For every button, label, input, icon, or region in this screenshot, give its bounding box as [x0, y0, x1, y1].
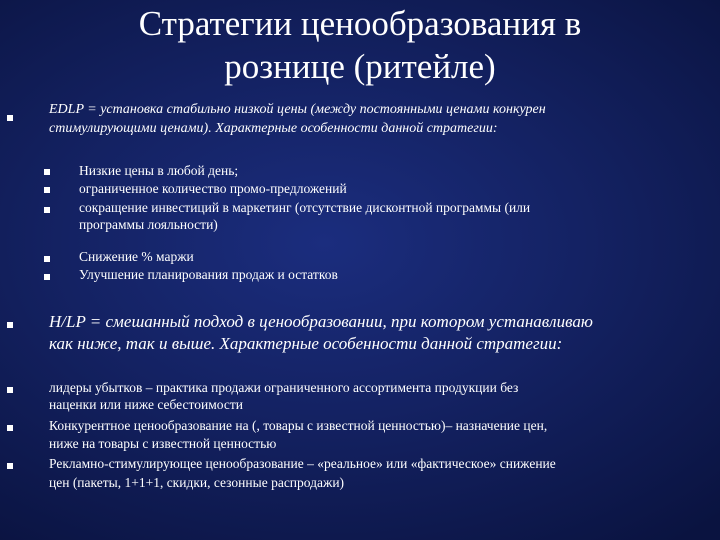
square-bullet-icon: [7, 322, 13, 328]
square-bullet-icon: [44, 274, 50, 280]
square-bullet-icon: [7, 387, 13, 393]
hlp-item-2-line-2: ниже на товары с известной ценностью: [49, 436, 277, 451]
edlp-item-3-line-2: программы лояльности): [79, 217, 218, 232]
square-bullet-icon: [7, 425, 13, 431]
slide-title-line-2: рознице (ритейле): [224, 47, 496, 86]
edlp-item-5: Улучшение планирования продаж и остатков: [79, 267, 338, 282]
square-bullet-icon: [7, 463, 13, 469]
edlp-item-2: ограниченное количество промо-предложений: [79, 181, 347, 196]
hlp-heading-line-2: как ниже, так и выше. Характерные особенности данной стратегии:: [49, 334, 563, 353]
square-bullet-icon: [44, 187, 50, 193]
square-bullet-icon: [44, 256, 50, 262]
edlp-item-4: Снижение % маржи: [79, 249, 194, 264]
square-bullet-icon: [44, 169, 50, 175]
hlp-item-3-line-2: цен (пакеты, 1+1+1, скидки, сезонные распродажи): [49, 475, 345, 490]
hlp-item-3-line-1: Рекламно-стимулирующее ценообразование – «реальное» или «фактическое» снижение: [49, 456, 556, 471]
hlp-item-1-line-2: наценки или ниже себестоимости: [49, 397, 243, 412]
edlp-item-3-line-1: сокращение инвестиций в маркетинг (отсутствие дисконтной программы (или: [79, 200, 531, 215]
edlp-heading-line-2: стимулирующими ценами). Характерные особенности данной стратегии:: [49, 121, 498, 136]
slide-title: [0, 2, 720, 88]
slide-title-line-1: Стратегии ценообразования в: [138, 4, 582, 43]
square-bullet-icon: [7, 115, 13, 121]
hlp-item-1-line-1: лидеры убытков – практика продажи ограниченного ассортимента продукции без: [49, 380, 519, 395]
edlp-item-1: Низкие цены в любой день;: [79, 163, 239, 178]
square-bullet-icon: [44, 207, 50, 213]
hlp-item-2-line-1: Конкурентное ценообразование на (, товары с известной ценностью)– назначение цен,: [49, 418, 548, 433]
edlp-heading-line-1: EDLP = установка стабильно низкой цены (между постоянными ценами конкурен: [49, 102, 546, 117]
hlp-heading-line-1: H/LP = смешанный подход в ценообразовании, при котором устанавливаю: [49, 312, 593, 331]
